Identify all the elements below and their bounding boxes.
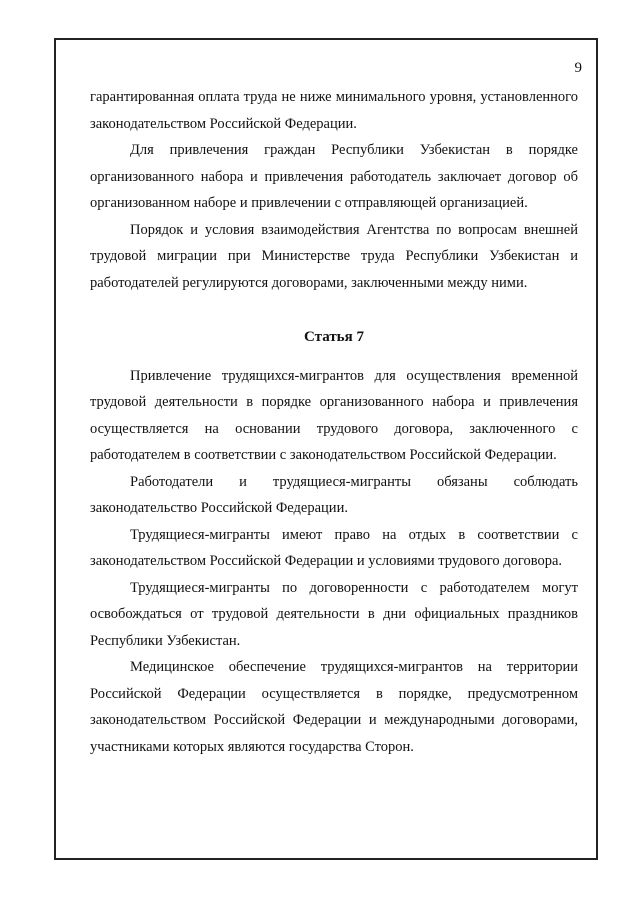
paragraph: Медицинское обеспечение трудящихся-мигрантов на территории Российской Федерации осуществляется в порядке, предусмотренном законодательством Российской Федерации и международными договорами, участниками которых являются государства Сторон.	[90, 659, 578, 755]
document-page	[54, 38, 598, 860]
paragraph: Порядок и условия взаимодействия Агентства по вопросам внешней трудовой миграции при Министерстве труда Республики Узбекистан и работодателей регулируются договорами, заключенными между ними.	[90, 221, 578, 291]
paragraph: Для привлечения граждан Республики Узбекистан в порядке организованного набора и привлечения работодатель заключает договор об организованном наборе и привлечении с отправляющей организацией.	[90, 142, 578, 211]
document-body	[90, 84, 578, 760]
paragraph: гарантированная оплата труда не ниже минимального уровня, установленного законодательством Российской Федерации.	[90, 89, 578, 132]
paragraph: Трудящиеся-мигранты по договоренности с работодателем могут освобождаться от трудовой деятельности в дни официальных праздников Республики Узбекистан.	[90, 579, 578, 649]
paragraph: Трудящиеся-мигранты имеют право на отдых в соответствии с законодательством Российской Федерации и условиями трудового договора.	[90, 526, 578, 569]
paragraph: Работодатели и трудящиеся-мигранты обязаны соблюдать законодательство Российской Федерации.	[90, 473, 578, 516]
article-heading: Статья 7	[304, 329, 364, 345]
page-number: 9	[574, 60, 582, 76]
paragraph: Привлечение трудящихся-мигрантов для осуществления временной трудовой деятельности в порядке организованного набора и привлечения осуществляется на основании трудового договора, заключенного с работодателем в соответствии с законодательством Российской Федерации.	[90, 367, 578, 463]
